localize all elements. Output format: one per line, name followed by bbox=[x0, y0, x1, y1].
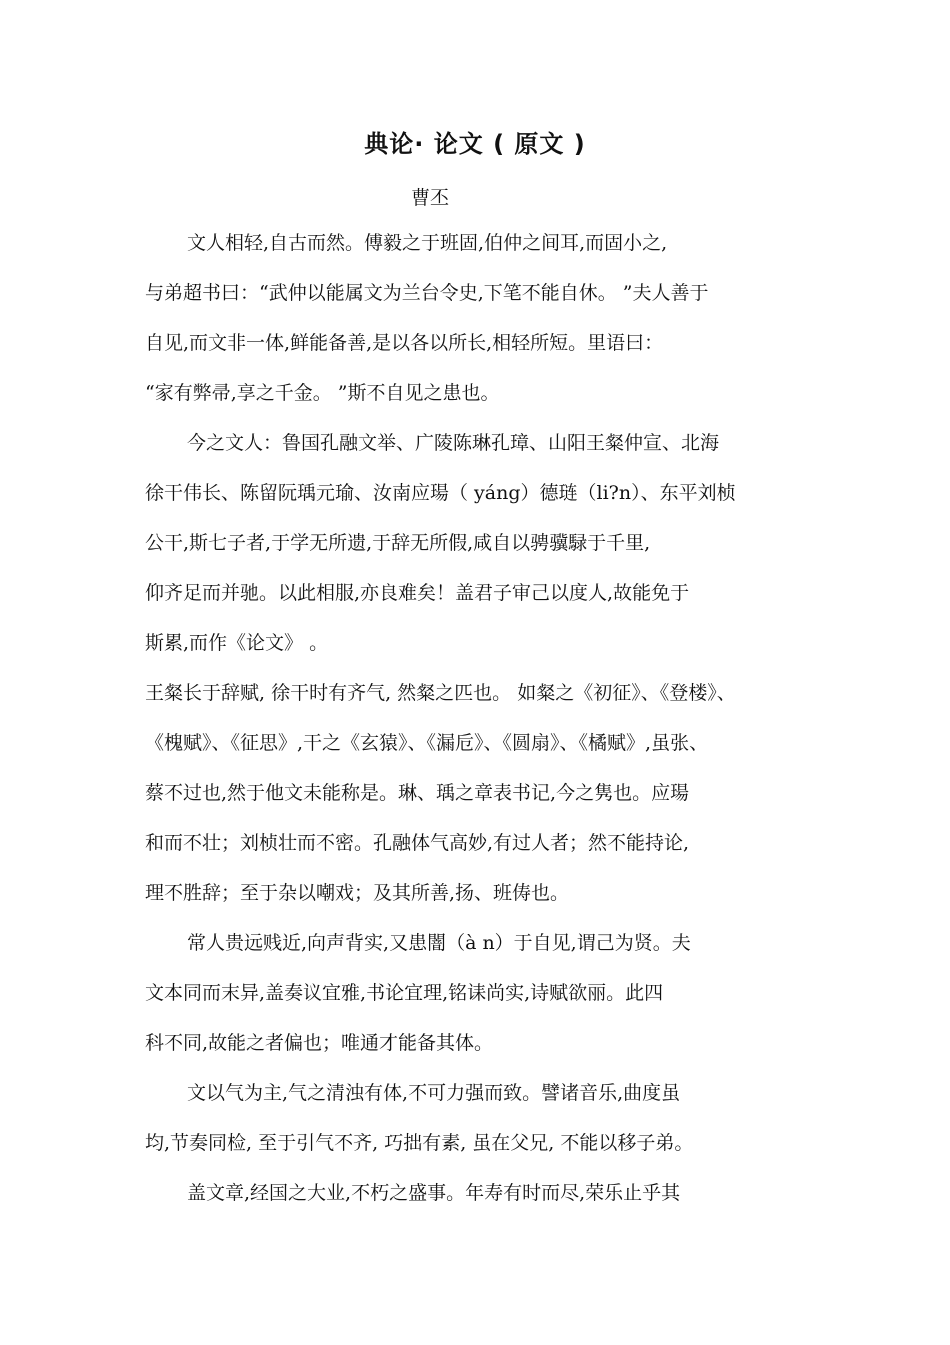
text-line: 盖文章,经国之大业,不朽之盛事。年寿有时而尽,荣乐止乎其 bbox=[187, 1182, 681, 1204]
text-line: 蔡不过也,然于他文未能称是。琳、瑀之章表书记,今之隽也。应瑒 bbox=[145, 782, 690, 804]
document-title: 典论· 论文 ( 原文 ) bbox=[364, 130, 586, 158]
text-line: 理不胜辞；至于杂以嘲戏；及其所善,扬、班俦也。 bbox=[145, 882, 570, 904]
text-line: 王粲长于辞赋, 徐干时有齐气, 然粲之匹也。 如粲之《初征》、《登楼》、 bbox=[145, 682, 736, 704]
text-line: 文本同而末异,盖奏议宜雅,书论宜理,铭诔尚实,诗赋欲丽。此四 bbox=[145, 982, 664, 1004]
text-line: 文人相轻,自古而然。傅毅之于班固,伯仲之间耳,而固小之, bbox=[187, 232, 668, 254]
text-line: “家有弊帚,享之千金。 ”斯不自见之患也。 bbox=[145, 382, 500, 404]
text-line: 今之文人：鲁国孔融文举、广陵陈琳孔璋、山阳王粲仲宣、北海 bbox=[187, 432, 720, 454]
document-author: 曹丕 bbox=[410, 187, 449, 209]
text-line: 《槐赋》、《征思》,干之《玄猿》、《漏卮》、《圆扇》、《橘赋》,虽张、 bbox=[145, 732, 709, 754]
text-line: 公干,斯七子者,于学无所遗,于辞无所假,咸自以骋骥騄于千里, bbox=[145, 532, 651, 554]
text-line: 徐干伟长、陈留阮瑀元瑜、汝南应瑒（ yáng）德琏（li?n）、东平刘桢 bbox=[145, 482, 736, 504]
text-line: 自见,而文非一体,鲜能备善,是以各以所长,相轻所短。里语曰： bbox=[145, 332, 664, 354]
text-line: 常人贵远贱近,向声背实,又患闇（à n）于自见,谓己为贤。夫 bbox=[187, 932, 691, 954]
text-line: 斯累,而作《论文》 。 bbox=[145, 632, 329, 654]
text-line: 和而不壮；刘桢壮而不密。孔融体气高妙,有过人者；然不能持论, bbox=[145, 832, 690, 854]
text-line: 均,节奏同检, 至于引气不齐, 巧拙有素, 虽在父兄, 不能以移子弟。 bbox=[145, 1132, 694, 1154]
text-line: 仰齐足而并驰。以此相服,亦良难矣！盖君子审己以度人,故能免于 bbox=[145, 582, 690, 604]
text-line: 与弟超书曰：“武仲以能属文为兰台令史,下笔不能自休。 ”夫人善于 bbox=[145, 282, 709, 304]
text-line: 科不同,故能之者偏也；唯通才能备其体。 bbox=[145, 1032, 494, 1054]
text-line: 文以气为主,气之清浊有体,不可力强而致。譬诸音乐,曲度虽 bbox=[187, 1082, 681, 1104]
